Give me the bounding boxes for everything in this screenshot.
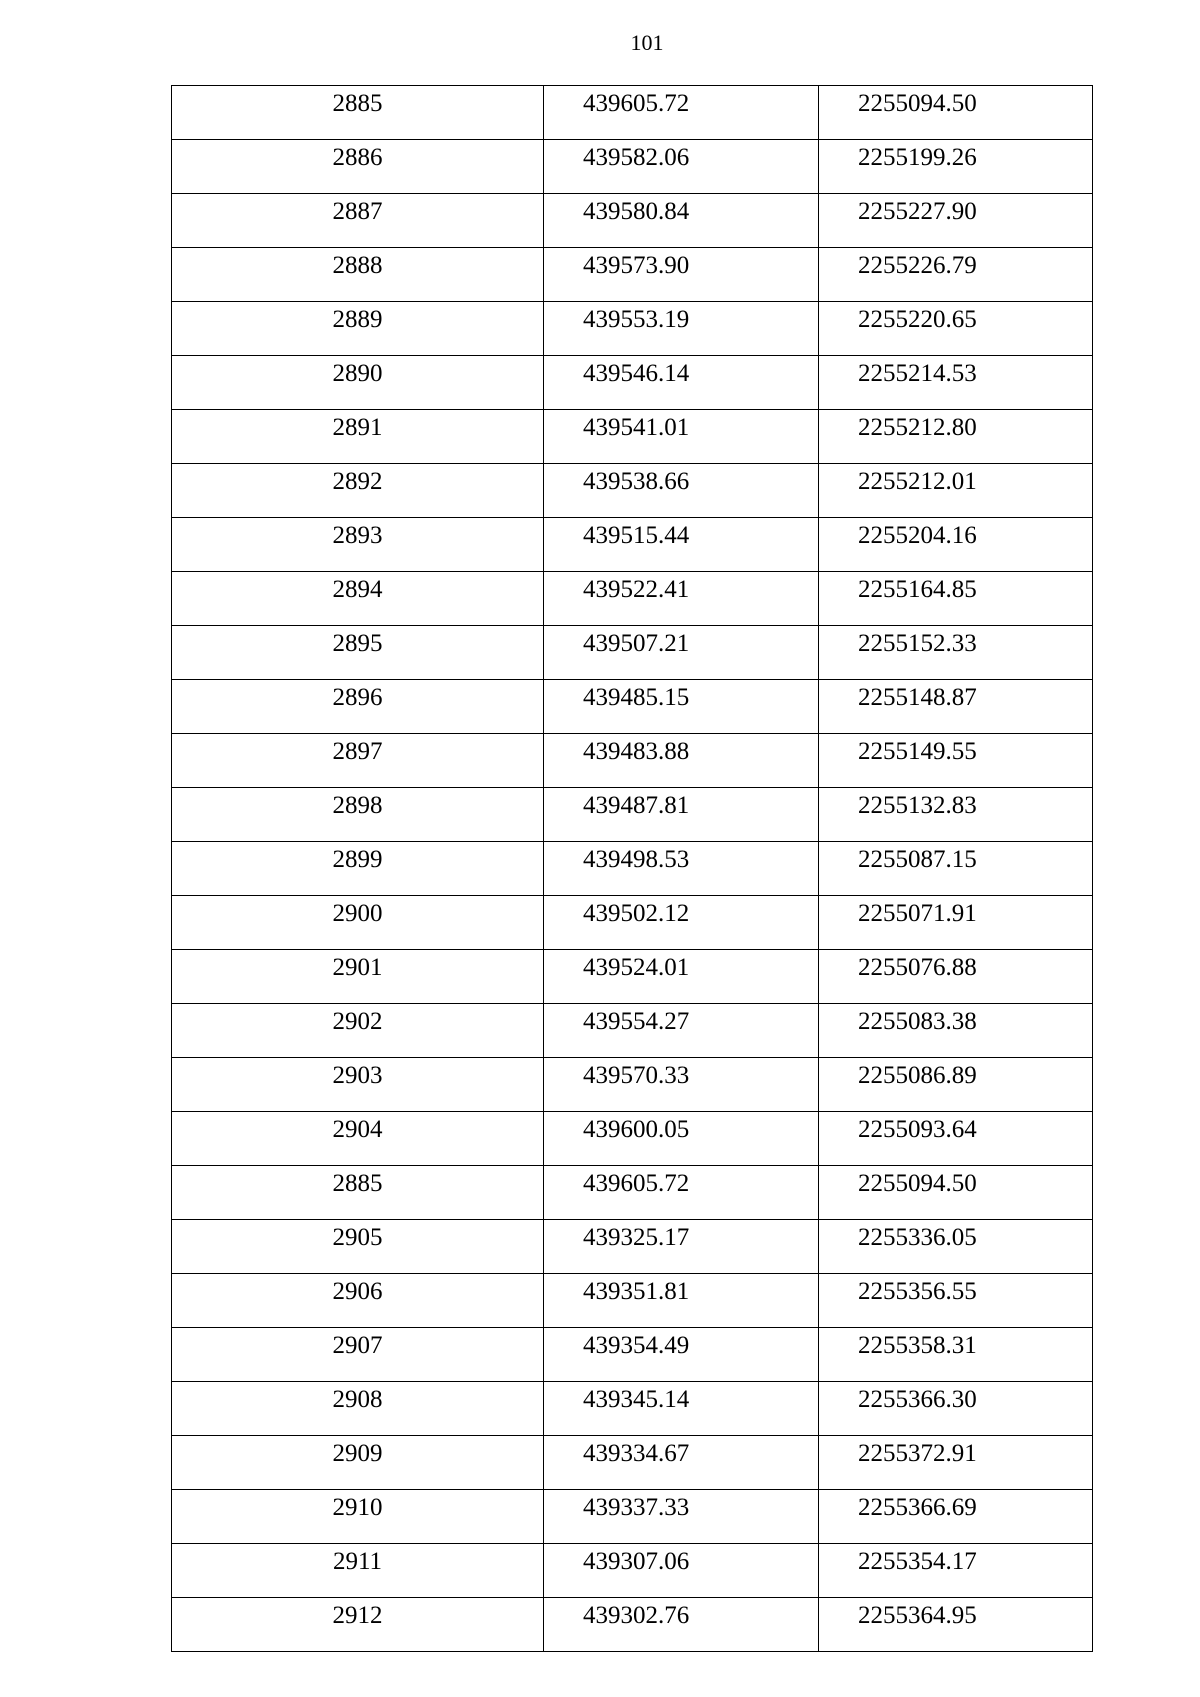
x-coordinate-cell: 439541.01: [544, 410, 819, 464]
y-coordinate-cell: 2255148.87: [819, 680, 1093, 734]
point-number-cell: 2904: [172, 1112, 544, 1166]
point-number-cell: 2901: [172, 950, 544, 1004]
point-number-cell: 2891: [172, 410, 544, 464]
table-row: [172, 1328, 1093, 1382]
x-coordinate-cell: 439573.90: [544, 248, 819, 302]
coordinates-table-body: [172, 86, 1093, 1652]
x-coordinate-cell: 439502.12: [544, 896, 819, 950]
point-number-cell: 2912: [172, 1598, 544, 1652]
table-row: [172, 194, 1093, 248]
y-coordinate-cell: 2255366.69: [819, 1490, 1093, 1544]
x-coordinate-cell: 439553.19: [544, 302, 819, 356]
x-coordinate-cell: 439485.15: [544, 680, 819, 734]
x-coordinate-cell: 439580.84: [544, 194, 819, 248]
table-row: [172, 1220, 1093, 1274]
y-coordinate-cell: 2255083.38: [819, 1004, 1093, 1058]
y-coordinate-cell: 2255164.85: [819, 572, 1093, 626]
y-coordinate-cell: 2255364.95: [819, 1598, 1093, 1652]
point-number-cell: 2886: [172, 140, 544, 194]
y-coordinate-cell: 2255212.80: [819, 410, 1093, 464]
x-coordinate-cell: 439515.44: [544, 518, 819, 572]
y-coordinate-cell: 2255226.79: [819, 248, 1093, 302]
point-number-cell: 2910: [172, 1490, 544, 1544]
y-coordinate-cell: 2255086.89: [819, 1058, 1093, 1112]
point-number-cell: 2911: [172, 1544, 544, 1598]
table-row: [172, 518, 1093, 572]
point-number-cell: 2908: [172, 1382, 544, 1436]
point-number-cell: 2895: [172, 626, 544, 680]
y-coordinate-cell: 2255152.33: [819, 626, 1093, 680]
table-row: [172, 1166, 1093, 1220]
point-number-cell: 2887: [172, 194, 544, 248]
table-row: [172, 896, 1093, 950]
table-row: [172, 140, 1093, 194]
x-coordinate-cell: 439325.17: [544, 1220, 819, 1274]
x-coordinate-cell: 439600.05: [544, 1112, 819, 1166]
point-number-cell: 2909: [172, 1436, 544, 1490]
point-number-cell: 2907: [172, 1328, 544, 1382]
x-coordinate-cell: 439483.88: [544, 734, 819, 788]
point-number-cell: 2893: [172, 518, 544, 572]
table-row: [172, 1058, 1093, 1112]
point-number-cell: 2902: [172, 1004, 544, 1058]
x-coordinate-cell: 439307.06: [544, 1544, 819, 1598]
x-coordinate-cell: 439334.67: [544, 1436, 819, 1490]
table-row: [172, 734, 1093, 788]
point-number-cell: 2905: [172, 1220, 544, 1274]
x-coordinate-cell: 439354.49: [544, 1328, 819, 1382]
table-row: [172, 1112, 1093, 1166]
x-coordinate-cell: 439546.14: [544, 356, 819, 410]
point-number-cell: 2896: [172, 680, 544, 734]
x-coordinate-cell: 439302.76: [544, 1598, 819, 1652]
x-coordinate-cell: 439605.72: [544, 1166, 819, 1220]
y-coordinate-cell: 2255087.15: [819, 842, 1093, 896]
table-row: [172, 626, 1093, 680]
table-row: [172, 788, 1093, 842]
table-row: [172, 680, 1093, 734]
point-number-cell: 2906: [172, 1274, 544, 1328]
point-number-cell: 2885: [172, 1166, 544, 1220]
y-coordinate-cell: 2255199.26: [819, 140, 1093, 194]
y-coordinate-cell: 2255093.64: [819, 1112, 1093, 1166]
table-row: [172, 464, 1093, 518]
y-coordinate-cell: 2255366.30: [819, 1382, 1093, 1436]
x-coordinate-cell: 439498.53: [544, 842, 819, 896]
table-row: [172, 1490, 1093, 1544]
y-coordinate-cell: 2255094.50: [819, 86, 1093, 140]
x-coordinate-cell: 439351.81: [544, 1274, 819, 1328]
y-coordinate-cell: 2255336.05: [819, 1220, 1093, 1274]
table-row: [172, 1004, 1093, 1058]
point-number-cell: 2903: [172, 1058, 544, 1112]
table-row: [172, 248, 1093, 302]
point-number-cell: 2899: [172, 842, 544, 896]
point-number-cell: 2888: [172, 248, 544, 302]
page-number: 101: [630, 30, 664, 55]
x-coordinate-cell: 439487.81: [544, 788, 819, 842]
table-row: [172, 950, 1093, 1004]
y-coordinate-cell: 2255132.83: [819, 788, 1093, 842]
point-number-cell: 2897: [172, 734, 544, 788]
point-number-cell: 2885: [172, 86, 544, 140]
x-coordinate-cell: 439524.01: [544, 950, 819, 1004]
x-coordinate-cell: 439337.33: [544, 1490, 819, 1544]
y-coordinate-cell: 2255204.16: [819, 518, 1093, 572]
table-row: [172, 1598, 1093, 1652]
table-row: [172, 410, 1093, 464]
table-row: [172, 1436, 1093, 1490]
y-coordinate-cell: 2255356.55: [819, 1274, 1093, 1328]
x-coordinate-cell: 439582.06: [544, 140, 819, 194]
point-number-cell: 2898: [172, 788, 544, 842]
y-coordinate-cell: 2255214.53: [819, 356, 1093, 410]
x-coordinate-cell: 439538.66: [544, 464, 819, 518]
table-row: [172, 1544, 1093, 1598]
y-coordinate-cell: 2255354.17: [819, 1544, 1093, 1598]
x-coordinate-cell: 439507.21: [544, 626, 819, 680]
y-coordinate-cell: 2255358.31: [819, 1328, 1093, 1382]
table-row: [172, 302, 1093, 356]
x-coordinate-cell: 439345.14: [544, 1382, 819, 1436]
y-coordinate-cell: 2255094.50: [819, 1166, 1093, 1220]
table-row: [172, 86, 1093, 140]
table-row: [172, 1274, 1093, 1328]
y-coordinate-cell: 2255071.91: [819, 896, 1093, 950]
table-row: [172, 356, 1093, 410]
y-coordinate-cell: 2255149.55: [819, 734, 1093, 788]
coordinates-table: [171, 85, 1093, 1652]
y-coordinate-cell: 2255227.90: [819, 194, 1093, 248]
y-coordinate-cell: 2255076.88: [819, 950, 1093, 1004]
y-coordinate-cell: 2255372.91: [819, 1436, 1093, 1490]
x-coordinate-cell: 439570.33: [544, 1058, 819, 1112]
x-coordinate-cell: 439605.72: [544, 86, 819, 140]
table-row: [172, 1382, 1093, 1436]
point-number-cell: 2900: [172, 896, 544, 950]
point-number-cell: 2889: [172, 302, 544, 356]
x-coordinate-cell: 439522.41: [544, 572, 819, 626]
y-coordinate-cell: 2255220.65: [819, 302, 1093, 356]
table-row: [172, 572, 1093, 626]
point-number-cell: 2894: [172, 572, 544, 626]
point-number-cell: 2892: [172, 464, 544, 518]
point-number-cell: 2890: [172, 356, 544, 410]
table-row: [172, 842, 1093, 896]
y-coordinate-cell: 2255212.01: [819, 464, 1093, 518]
x-coordinate-cell: 439554.27: [544, 1004, 819, 1058]
